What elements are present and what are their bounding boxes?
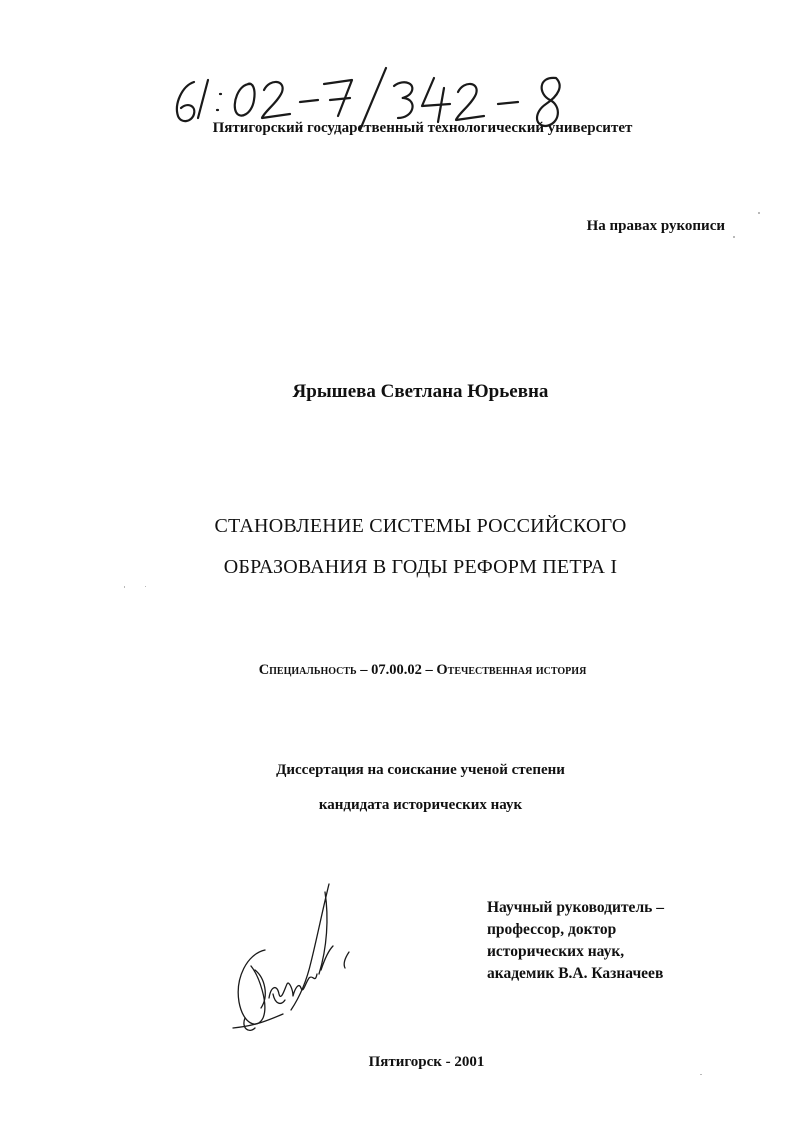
dissertation-title-line-1: СТАНОВЛЕНИЕ СИСТЕМЫ РОССИЙСКОГО	[214, 515, 627, 537]
manuscript-rights-note: На правах рукописи	[586, 218, 725, 234]
scan-speck	[733, 236, 735, 238]
supervisor-line-2: профессор, доктор	[487, 921, 617, 938]
degree-line-1: Диссертация на соискание ученой степени	[276, 762, 565, 778]
scientific-supervisor-block	[487, 897, 747, 985]
supervisor-line-1: Научный руководитель –	[487, 899, 664, 916]
signature	[225, 878, 365, 1038]
scan-speck	[124, 586, 125, 588]
city-and-year: Пятигорск - 2001	[368, 1054, 485, 1070]
scan-speck	[758, 212, 760, 214]
scan-speck	[145, 586, 146, 587]
author-name: Ярышева Светлана Юрьевна	[292, 381, 549, 402]
dissertation-title-line-2: ОБРАЗОВАНИЯ В ГОДЫ РЕФОРМ ПЕТРА I	[223, 556, 618, 578]
degree-line-2: кандидата исторических наук	[318, 797, 523, 813]
supervisor-line-3: исторических наук,	[487, 943, 625, 960]
university-name: Пятигорский государственный технологический университет	[212, 120, 633, 136]
scan-speck	[700, 1074, 702, 1075]
supervisor-line-4: академик В.А. Казначеев	[487, 965, 664, 982]
signature-strokes	[225, 878, 365, 1038]
specialty-line: Специальность – 07.00.02 – Отечественная история	[258, 662, 587, 678]
